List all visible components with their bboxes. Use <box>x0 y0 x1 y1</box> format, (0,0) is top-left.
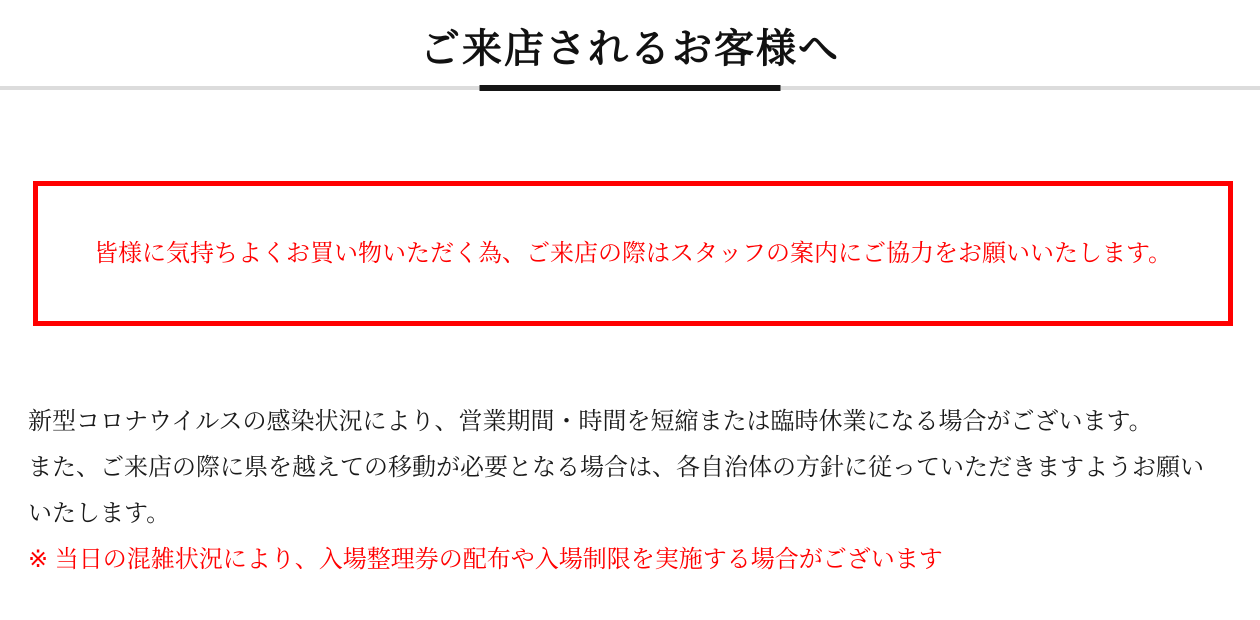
info-note: ※ 当日の混雑状況により、入場整理券の配布や入場制限を実施する場合がございます <box>28 546 943 573</box>
info-paragraph-1: 新型コロナウイルスの感染状況により、営業期間・時間を短縮または臨時休業になる場合がございます。 <box>28 408 1153 435</box>
title-divider <box>0 86 1260 90</box>
title-underline-accent <box>480 85 781 91</box>
info-section <box>28 399 1220 583</box>
page-header <box>0 0 1260 90</box>
notice-text: 皆様に気持ちよくお買い物いただく為、ご来店の際はスタッフの案内にご協力をお願いいたします。 <box>93 239 1173 267</box>
info-paragraph-2: また、ご来店の際に県を越えての移動が必要となる場合は、各自治体の方針に従っていただきますようお願いいたします。 <box>28 454 1204 527</box>
page-title: ご来店されるお客様へ <box>420 27 840 71</box>
notice-box <box>33 181 1233 326</box>
